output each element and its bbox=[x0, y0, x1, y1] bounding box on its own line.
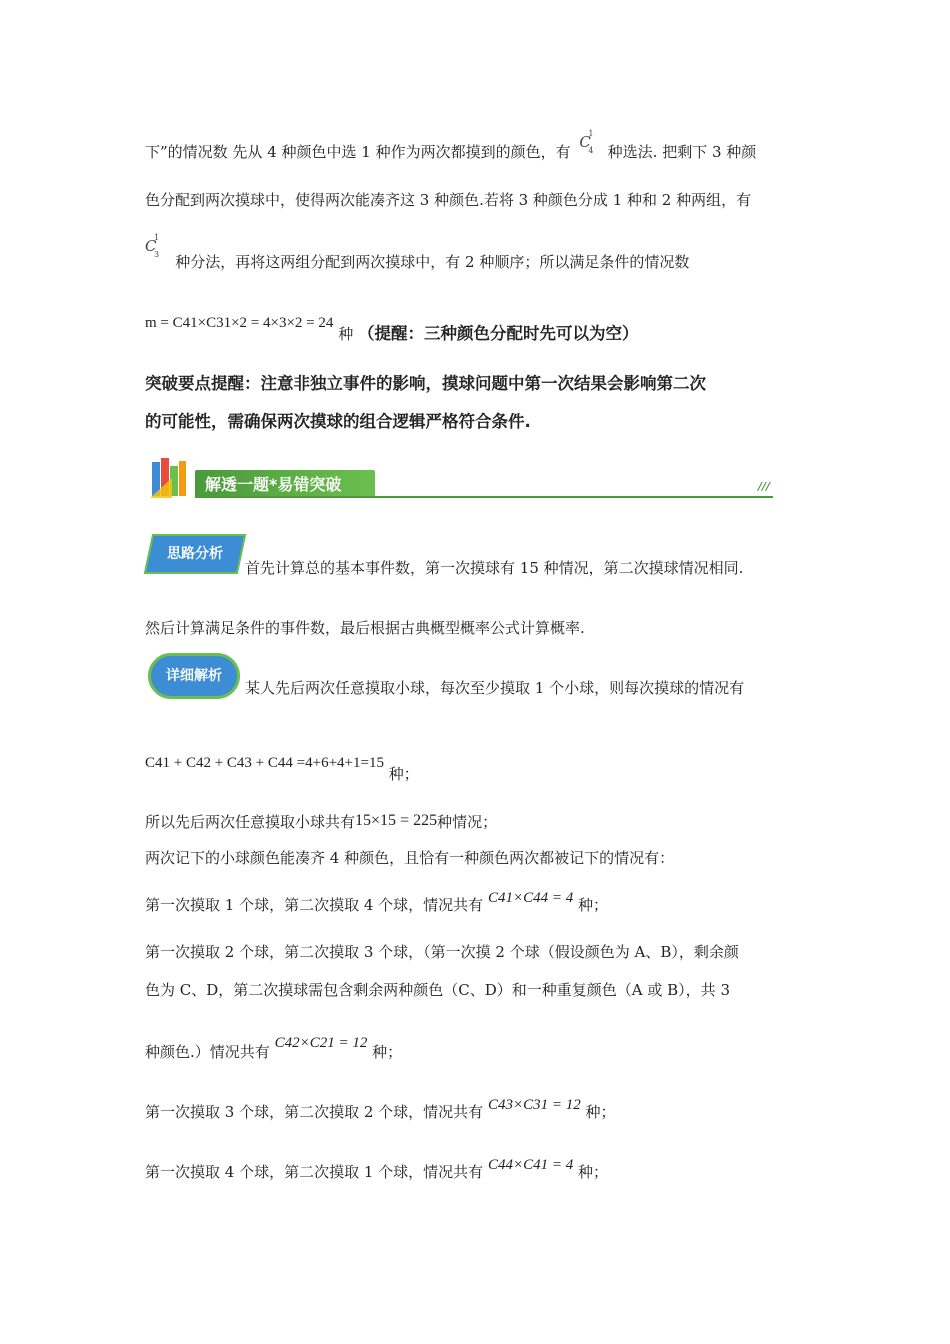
banner-rule bbox=[195, 496, 773, 498]
text-line bbox=[145, 890, 609, 916]
text-segment: 第一次摸取 1 个球，第二次摸取 4 个球，情况共有 bbox=[145, 896, 484, 914]
text-line: 色为 C、D，第二次摸球需包含剩余两种颜色（C、D）和一种重复颜色（A 或 B），共 3 bbox=[145, 981, 730, 999]
text-segment: 种； bbox=[578, 896, 609, 914]
note-text: （提醒：三种颜色分配时先可以为空） bbox=[357, 324, 639, 343]
text-line bbox=[145, 1157, 609, 1183]
books-icon bbox=[150, 458, 196, 500]
analysis-tag bbox=[144, 534, 247, 574]
formula-case2: C42×C21 = 12 bbox=[274, 1035, 368, 1051]
text-segment: 种； bbox=[578, 1163, 609, 1181]
text-segment: 种情况； bbox=[437, 813, 498, 831]
text-line: 首先计算总的基本事件数，第一次摸球有 15 种情况，第二次摸球情况相同. bbox=[245, 559, 744, 577]
text-segment: 种选法. 把剩下 3 种颜 bbox=[607, 143, 757, 161]
formula-c41: C 1 4 bbox=[579, 129, 594, 155]
text-line: 然后计算满足条件的事件数，最后根据古典概型概率公式计算概率. bbox=[145, 619, 585, 637]
text-line bbox=[145, 314, 639, 343]
section-banner bbox=[150, 458, 774, 500]
text-line bbox=[145, 129, 757, 162]
text-line: 色分配到两次摸球中，使得两次能凑齐这 3 种颜色.若将 3 种颜色分成 1 种和 2 种两组，有 bbox=[145, 191, 752, 209]
text-segment: 种； bbox=[372, 1043, 403, 1061]
formula-case4: C44×C41 = 4 bbox=[487, 1157, 574, 1173]
text-segment: 第一次摸取 3 个球，第二次摸取 2 个球，情况共有 bbox=[145, 1103, 484, 1121]
text-segment: 种 bbox=[338, 325, 354, 343]
text-line bbox=[145, 1035, 403, 1063]
text-line bbox=[145, 1097, 616, 1123]
analysis-tag-label: 思路分析 bbox=[167, 546, 223, 562]
detail-tag: 详细解析 bbox=[148, 653, 240, 699]
banner-mark: /// bbox=[757, 480, 770, 493]
text-line: 某人先后两次任意摸取小球，每次至少摸取 1 个小球，则每次摸球的情况有 bbox=[245, 679, 745, 697]
formula-c31: C 1 3 bbox=[145, 233, 160, 259]
text-line: 第一次摸取 2 个球，第二次摸取 3 个球，（第一次摸 2 个球（假设颜色为 A、B），剩余颜 bbox=[145, 943, 739, 961]
text-segment: 种分法，再将这两组分配到两次摸球中，有 2 种顺序；所以满足条件的情况数 bbox=[175, 253, 690, 271]
text-segment: 所以先后两次任意摸取小球共有 bbox=[145, 813, 356, 831]
text-line bbox=[145, 752, 419, 783]
key-point-line: 的可能性，需确保两次摸球的组合逻辑严格符合条件. bbox=[145, 412, 531, 431]
key-point-line: 突破要点提醒：注意非独立事件的影响，摸球问题中第一次结果会影响第二次 bbox=[145, 374, 706, 393]
formula-total: 15×15 = 225 bbox=[355, 812, 438, 829]
text-line: 两次记下的小球颜色能凑齐 4 种颜色，且恰有一种颜色两次都被记下的情况有： bbox=[145, 849, 675, 867]
banner-title: 解透一题*易错突破 bbox=[205, 475, 342, 494]
formula-case1: C41×C44 = 4 bbox=[487, 890, 574, 906]
text-line bbox=[145, 812, 497, 833]
formula-m: m = C41×C31×2 = 4×3×2 = 24 bbox=[145, 315, 334, 331]
text-segment: 种颜色.）情况共有 bbox=[145, 1043, 270, 1061]
formula-case3: C43×C31 = 12 bbox=[487, 1097, 581, 1113]
text-segment: 第一次摸取 4 个球，第二次摸取 1 个球，情况共有 bbox=[145, 1163, 484, 1181]
text-segment: 种； bbox=[388, 765, 419, 783]
formula-sum: C41 + C42 + C43 + C44 =4+6+4+1=15 bbox=[145, 755, 384, 771]
text-segment: 下”的情况数 先从 4 种颜色中选 1 种作为两次都摸到的颜色，有 bbox=[145, 143, 571, 161]
text-segment: 种； bbox=[585, 1103, 616, 1121]
text-line bbox=[145, 233, 690, 271]
